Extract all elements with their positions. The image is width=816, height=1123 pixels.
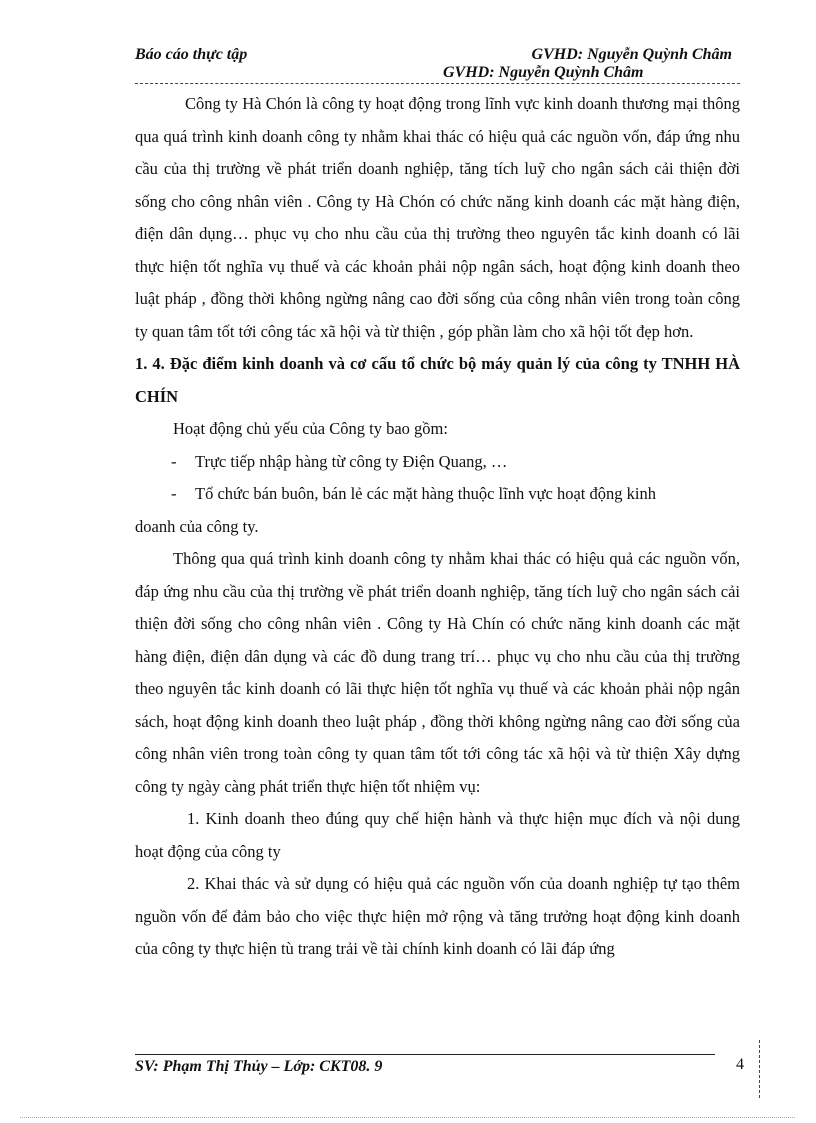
numbered-item-2: 2. Khai thác và sử dụng có hiệu quả các nguồn vốn của doanh nghiệp tự tạo thêm nguồn vốn để đảm bảo cho việc thực hiện mở rộng và tăng trưởng hoạt động kinh doanh của công ty thực hiện tù trang trải về tài chính kinh doanh có lãi đáp ứng xyxy=(135,874,740,958)
bullet-dash: - xyxy=(171,451,177,471)
list-item-text: Trực tiếp nhập hàng từ công ty Điện Quang, … xyxy=(195,451,508,471)
footer-divider xyxy=(135,1054,715,1055)
page-bottom-border xyxy=(20,1117,795,1118)
section-heading: 1. 4. Đặc điểm kinh doanh và cơ cấu tổ chức bộ máy quản lý của công ty TNHH HÀ CHÍN xyxy=(135,354,740,406)
list-item xyxy=(135,478,740,511)
paragraph-company-overview: Công ty Hà Chón là công ty hoạt động trong lĩnh vực kinh doanh thương mại thông qua quá trình kinh doanh công ty nhằm khai thác có hiệu quả các nguồn vốn, đáp ứng nhu cầu của thị trường về phát triển doanh nghiệp, tăng tích luỹ cho ngân sách cải thiện đời sống cho công nhân viên . Công ty Hà Chón có chức năng kinh doanh các mặt hàng điện, điện dân dụng… phục vụ cho nhu cầu của thị trường theo nguyên tắc kinh doanh có lãi thực hiện tốt nghĩa vụ thuế và các khoản phải nộp ngân sách, hoạt động kinh doanh theo luật pháp , đồng thời không ngừng nâng cao đời sống của công nhân viên trong toàn công ty quan tâm tốt tới công tác xã hội và từ thiện , góp phần làm cho xã hội tốt đẹp hơn. xyxy=(135,94,740,341)
header-divider xyxy=(135,83,740,84)
header-advisor-duplicate: GVHD: Nguyễn Quỳnh Châm xyxy=(443,64,644,81)
header-advisor: GVHD: Nguyễn Quỳnh Châm xyxy=(531,46,732,63)
header-report-title: Báo cáo thực tập xyxy=(135,46,248,63)
page-header xyxy=(135,44,740,68)
paragraph-main-activities-intro: Hoạt động chủ yếu của Công ty bao gồm: xyxy=(173,419,448,438)
bullet-dash: - xyxy=(171,484,177,503)
page-number: 4 xyxy=(736,1056,744,1073)
list-item xyxy=(135,446,740,479)
list-item-continuation: doanh của công ty. xyxy=(135,516,259,536)
document-body xyxy=(135,88,740,966)
footer-student-info: SV: Phạm Thị Thủy – Lớp: CKT08. 9 xyxy=(135,1058,383,1075)
footer-margin-line xyxy=(759,1040,760,1098)
list-item-text: Tổ chức bán buôn, bán lẻ các mặt hàng thuộc lĩnh vực hoạt động kinh xyxy=(195,484,656,503)
paragraph-business-functions: Thông qua quá trình kinh doanh công ty nhằm khai thác có hiệu quả các nguồn vốn, đáp ứng nhu cầu của thị trường về phát triển doanh nghiệp, tăng tích luỹ cho ngân sách cải thiện đời sống cho công nhân viên . Công ty Hà Chín có chức năng kinh doanh các mặt hàng điện, điện dân dụng và các đồ dung trang trí… phục vụ cho nhu cầu của thị trường theo nguyên tắc kinh doanh có lãi thực hiện tốt nghĩa vụ thuế và các khoản phải nộp ngân sách, hoạt động kinh doanh theo luật pháp , đồng thời không ngừng nâng cao đời sống của công nhân viên trong toàn công ty quan tâm tốt tới công tác xã hội và từ thiện Xây dựng công ty ngày càng phát triển thực hiện tốt nhiệm vụ: xyxy=(135,549,740,796)
numbered-item-1: 1. Kinh doanh theo đúng quy chế hiện hành và thực hiện mục đích và nội dung hoạt động của công ty xyxy=(135,809,740,861)
